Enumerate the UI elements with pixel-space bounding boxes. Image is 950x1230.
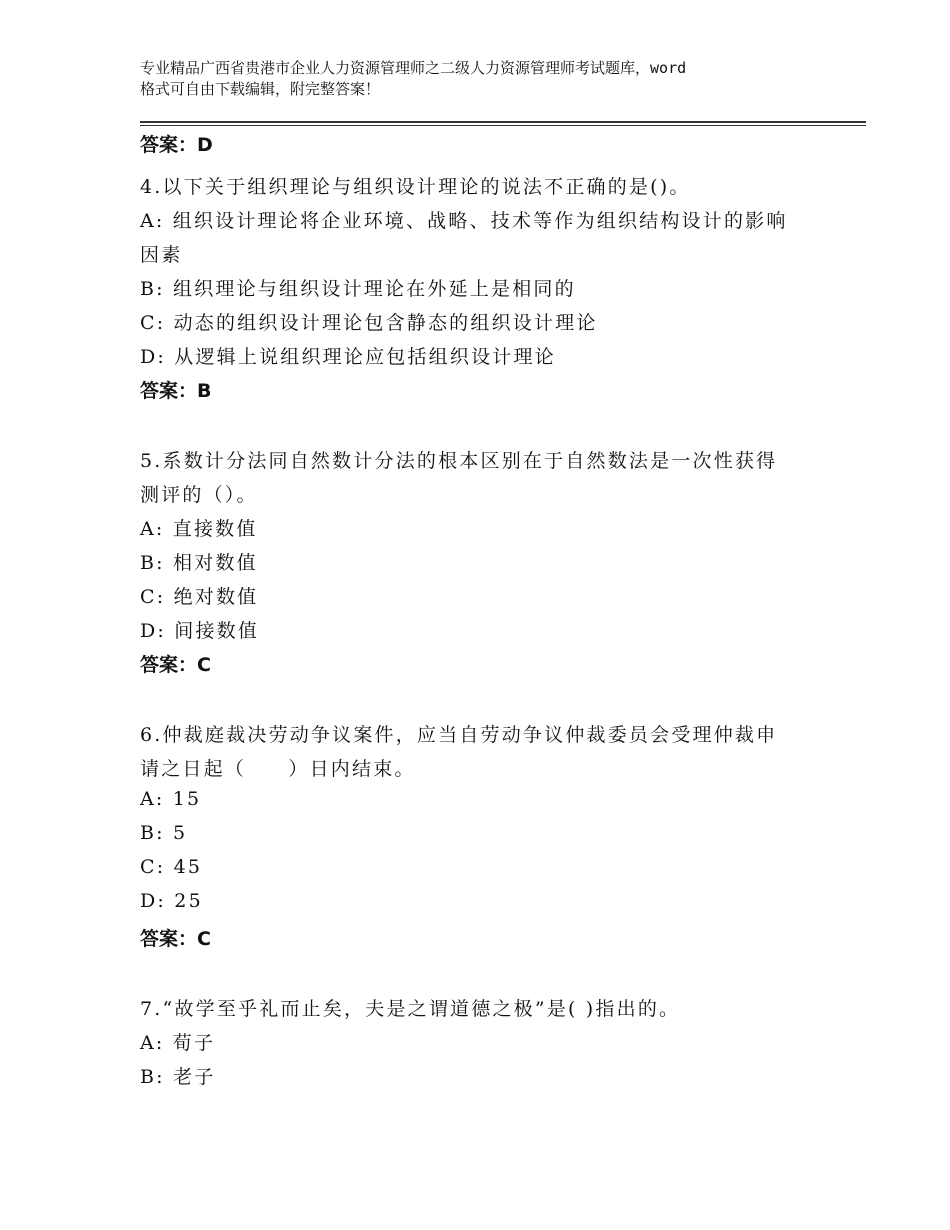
document-header (140, 58, 830, 100)
question-6-option-b: B: 5 (140, 822, 188, 844)
question-5-option-a: A: 直接数值 (140, 518, 258, 540)
question-5-option-d: D: 间接数值 (140, 620, 260, 642)
question-5-stem: 5.系数计分法同自然数计分法的根本区别在于自然数法是一次性获得 (140, 450, 778, 472)
question-6-option-a: A: 15 (140, 788, 202, 810)
question-5-option-c: C: 绝对数值 (140, 586, 259, 608)
previous-answer: 答案：D (140, 134, 213, 156)
question-6-option-c: C: 45 (140, 856, 203, 878)
question-4-option-d: D: 从逻辑上说组织理论应包括组织设计理论 (140, 346, 556, 368)
question-7-stem: 7.“故学至乎礼而止矣，夫是之谓道德之极”是( )指出的。 (140, 998, 681, 1020)
question-4-option-c: C: 动态的组织设计理论包含静态的组织设计理论 (140, 312, 598, 334)
question-5-answer: 答案：C (140, 654, 211, 676)
question-5-option-b: B: 相对数值 (140, 552, 258, 574)
question-6-stem: 6.仲裁庭裁决劳动争议案件，应当自劳动争议仲裁委员会受理仲裁申 (140, 724, 778, 746)
question-6-stem-cont: 请之日起（ ）日内结束。 (140, 758, 416, 780)
question-7-option-a: A: 荀子 (140, 1032, 216, 1054)
header-divider (140, 121, 866, 126)
question-4-option-a-cont: 因素 (140, 244, 183, 266)
question-4-stem: 4.以下关于组织理论与组织设计理论的说法不正确的是()。 (140, 176, 691, 198)
question-6-answer: 答案：C (140, 928, 211, 950)
question-4-option-a: A: 组织设计理论将企业环境、战略、技术等作为组织结构设计的影响 (140, 210, 788, 232)
header-title-line-1: 专业精品广西省贵港市企业人力资源管理师之二级人力资源管理师考试题库，word (140, 59, 687, 77)
header-title-line-2: 格式可自由下载编辑，附完整答案！ (140, 80, 381, 98)
question-5-stem-cont: 测评的（）。 (140, 484, 258, 506)
question-6-option-d: D: 25 (140, 890, 203, 912)
question-4-answer: 答案：B (140, 380, 212, 402)
question-4-option-b: B: 组织理论与组织设计理论在外延上是相同的 (140, 278, 576, 300)
question-7-option-b: B: 老子 (140, 1066, 216, 1088)
